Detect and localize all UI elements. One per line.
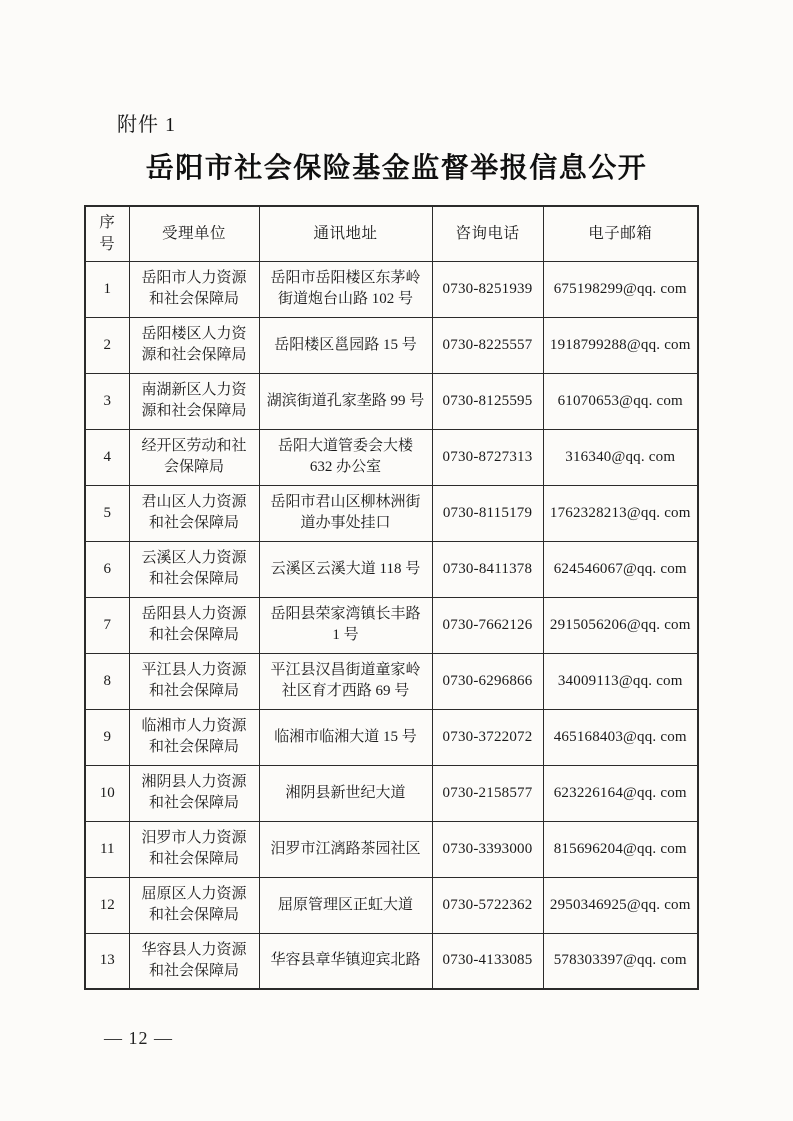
cell-address: 临湘市临湘大道 15 号 xyxy=(259,709,432,765)
cell-email: 1918799288@qq. com xyxy=(543,317,698,373)
cell-seq: 10 xyxy=(85,765,129,821)
cell-email: 61070653@qq. com xyxy=(543,373,698,429)
cell-address: 平江县汉昌街道童家岭社区育才西路 69 号 xyxy=(259,653,432,709)
cell-phone: 0730-2158577 xyxy=(432,765,543,821)
cell-phone: 0730-8115179 xyxy=(432,485,543,541)
table-row xyxy=(85,541,698,597)
cell-address: 云溪区云溪大道 118 号 xyxy=(259,541,432,597)
column-header-unit: 受理单位 xyxy=(129,206,259,261)
cell-unit: 平江县人力资源和社会保障局 xyxy=(129,653,259,709)
table-row xyxy=(85,933,698,989)
table-row xyxy=(85,877,698,933)
cell-email: 1762328213@qq. com xyxy=(543,485,698,541)
cell-unit: 岳阳县人力资源和社会保障局 xyxy=(129,597,259,653)
cell-email: 2950346925@qq. com xyxy=(543,877,698,933)
table-header-row xyxy=(85,206,698,261)
cell-seq: 12 xyxy=(85,877,129,933)
page-number: — 12 — xyxy=(104,1028,173,1048)
cell-address: 岳阳楼区邕园路 15 号 xyxy=(259,317,432,373)
cell-seq: 8 xyxy=(85,653,129,709)
cell-phone: 0730-7662126 xyxy=(432,597,543,653)
column-header-phone: 咨询电话 xyxy=(432,206,543,261)
table-body xyxy=(85,261,698,989)
cell-unit: 湘阴县人力资源和社会保障局 xyxy=(129,765,259,821)
cell-address: 岳阳市岳阳楼区东茅岭街道炮台山路 102 号 xyxy=(259,261,432,317)
table-row xyxy=(85,821,698,877)
cell-unit: 君山区人力资源和社会保障局 xyxy=(129,485,259,541)
cell-email: 34009113@qq. com xyxy=(543,653,698,709)
cell-unit: 岳阳市人力资源和社会保障局 xyxy=(129,261,259,317)
table-row xyxy=(85,373,698,429)
table-row xyxy=(85,709,698,765)
cell-email: 623226164@qq. com xyxy=(543,765,698,821)
cell-phone: 0730-5722362 xyxy=(432,877,543,933)
cell-seq: 9 xyxy=(85,709,129,765)
cell-address: 汨罗市江漓路茶园社区 xyxy=(259,821,432,877)
cell-email: 624546067@qq. com xyxy=(543,541,698,597)
column-header-email: 电子邮箱 xyxy=(543,206,698,261)
table-row xyxy=(85,765,698,821)
cell-seq: 1 xyxy=(85,261,129,317)
cell-seq: 3 xyxy=(85,373,129,429)
cell-phone: 0730-3393000 xyxy=(432,821,543,877)
cell-unit: 岳阳楼区人力资源和社会保障局 xyxy=(129,317,259,373)
table-row xyxy=(85,653,698,709)
cell-unit: 华容县人力资源和社会保障局 xyxy=(129,933,259,989)
table-row xyxy=(85,429,698,485)
cell-unit: 南湖新区人力资源和社会保障局 xyxy=(129,373,259,429)
cell-address: 岳阳市君山区柳林洲街道办事处挂口 xyxy=(259,485,432,541)
cell-unit: 经开区劳动和社会保障局 xyxy=(129,429,259,485)
cell-seq: 2 xyxy=(85,317,129,373)
table-row xyxy=(85,485,698,541)
cell-seq: 7 xyxy=(85,597,129,653)
table-header xyxy=(85,206,698,261)
cell-seq: 4 xyxy=(85,429,129,485)
table-row xyxy=(85,597,698,653)
cell-email: 465168403@qq. com xyxy=(543,709,698,765)
cell-phone: 0730-3722072 xyxy=(432,709,543,765)
page-title: 岳阳市社会保险基金监督举报信息公开 xyxy=(145,153,648,184)
cell-email: 578303397@qq. com xyxy=(543,933,698,989)
cell-email: 2915056206@qq. com xyxy=(543,597,698,653)
table-row xyxy=(85,317,698,373)
cell-email: 675198299@qq. com xyxy=(543,261,698,317)
cell-address: 湘阴县新世纪大道 xyxy=(259,765,432,821)
cell-unit: 屈原区人力资源和社会保障局 xyxy=(129,877,259,933)
cell-email: 815696204@qq. com xyxy=(543,821,698,877)
cell-address: 华容县章华镇迎宾北路 xyxy=(259,933,432,989)
column-header-address: 通讯地址 xyxy=(259,206,432,261)
table-row xyxy=(85,261,698,317)
cell-seq: 11 xyxy=(85,821,129,877)
attachment-label: 附件 1 xyxy=(117,114,176,136)
column-header-seq: 序号 xyxy=(85,206,129,261)
cell-address: 岳阳县荣家湾镇长丰路 1 号 xyxy=(259,597,432,653)
cell-phone: 0730-8125595 xyxy=(432,373,543,429)
cell-phone: 0730-4133085 xyxy=(432,933,543,989)
cell-phone: 0730-8251939 xyxy=(432,261,543,317)
cell-unit: 云溪区人力资源和社会保障局 xyxy=(129,541,259,597)
cell-unit: 临湘市人力资源和社会保障局 xyxy=(129,709,259,765)
cell-seq: 6 xyxy=(85,541,129,597)
cell-phone: 0730-8411378 xyxy=(432,541,543,597)
cell-seq: 13 xyxy=(85,933,129,989)
cell-phone: 0730-8225557 xyxy=(432,317,543,373)
cell-address: 岳阳大道管委会大楼 632 办公室 xyxy=(259,429,432,485)
cell-address: 湖滨街道孔家垄路 99 号 xyxy=(259,373,432,429)
cell-address: 屈原管理区正虹大道 xyxy=(259,877,432,933)
cell-phone: 0730-8727313 xyxy=(432,429,543,485)
cell-unit: 汨罗市人力资源和社会保障局 xyxy=(129,821,259,877)
cell-phone: 0730-6296866 xyxy=(432,653,543,709)
cell-email: 316340@qq. com xyxy=(543,429,698,485)
report-info-table xyxy=(84,205,699,990)
cell-seq: 5 xyxy=(85,485,129,541)
